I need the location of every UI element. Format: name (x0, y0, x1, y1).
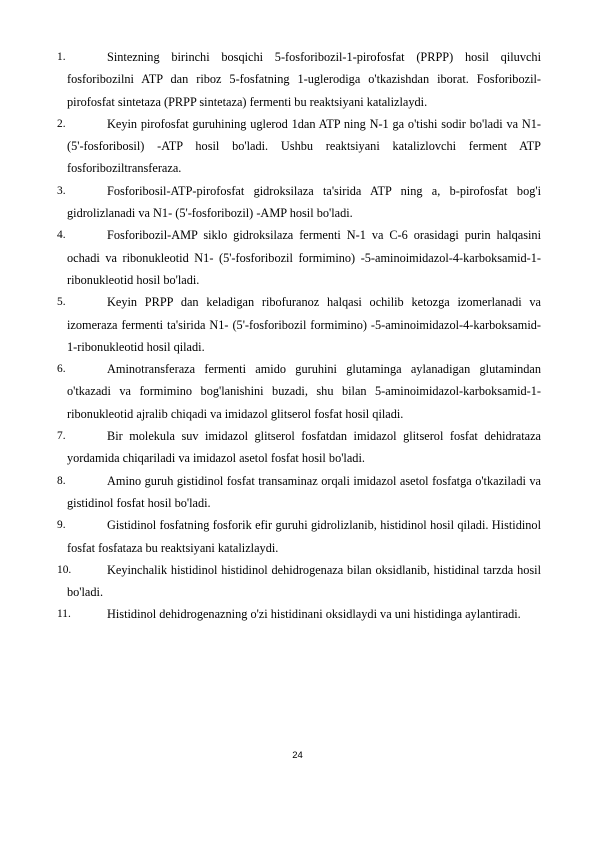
list-item-text: Sintezning birinchi bosqichi 5-fosforibozil-1-pirofosfat (PRPP) hosil qiluvchi fosforibozilni ATP dan riboz 5-fosfatning 1-uglerodiga o'tkazishdan iborat. Fosforibozil-pirofosfat sintetaza (PRPP sintetaza) fermenti bu reaktsiyani katalizlaydi. (67, 50, 541, 109)
list-item-text: Amino guruh gistidinol fosfat transaminaz orqali imidazol asetol fosfatga o'tkaziladi va gistidinol fosfat hosil bo'ladi. (67, 473, 541, 510)
list-item-text: Fosforibosil-ATP-pirofosfat gidroksilaza ta'sirida ATP ning a, b-pirofosfat bog'i gidrolizlanadi va N1- (5'-fosforibozil) -AMP hosil bo'ladi. (67, 183, 541, 221)
list-item (57, 46, 541, 113)
list-item-text: Aminotransferaza fermenti amido guruhini glutaminga aylanadigan glutamindan o'tkazadi va formimino bog'lanishini buzadi, shu bilan 5-aminoimidazol-karboksamid-1-ribonukleotid ajralib chiqadi va imidazol glitserol fosfat hosil qiladi. (67, 362, 541, 421)
list-item (57, 180, 541, 225)
list-item-text: Gistidinol fosfatning fosforik efir guruhi gidrolizlanib, histidinol hosil qiladi. Histidinol fosfat fosfataza bu reaktsiyani katalizlaydi. (67, 518, 541, 555)
list-item-text: Keyin PRPP dan keladigan ribofuranoz halqasi ochilib ketozga izomerlanadi va izomeraza fermenti ta'sirida N1- (5'-fosforibozil formimino) -5-aminoimidazol-4-karboksamid-1-ribonukleotid hosil qiladi. (67, 295, 541, 354)
list-item-number: 2. (57, 117, 66, 130)
list-item-number: 3. (57, 184, 66, 197)
list-item (57, 603, 541, 625)
list-item-number: 6. (57, 363, 66, 376)
list-item (57, 514, 541, 559)
list-item (57, 425, 541, 470)
list-item (57, 113, 541, 180)
list-item (57, 358, 541, 425)
list-item-number: 7. (57, 430, 66, 443)
list-item (57, 224, 541, 291)
list-item-text: Keyin pirofosfat guruhining uglerod 1dan ATP ning N-1 ga o'tishi sodir bo'ladi va N1- (5'-fosforibosil) -ATP hosil bo'ladi. Ushbu reaktsiyani katalizlovchi ferment ATP fosforiboziltransferaza. (67, 116, 541, 176)
list-item (57, 470, 541, 515)
list-item-text: Histidinol dehidrogenazning o'zi histidinani oksidlaydi va uni histidinga aylantiradi. (107, 607, 521, 622)
list-item-text: Keyinchalik histidinol histidinol dehidrogenaza bilan oksidlanib, histidinal tarzda hosil bo'ladi. (67, 562, 541, 600)
list-item-number: 10. (57, 563, 72, 576)
list-item-number: 9. (57, 519, 66, 532)
list-item-number: 8. (57, 474, 66, 487)
list-item (57, 559, 541, 604)
list-item-number: 4. (57, 229, 66, 242)
list-item-number: 1. (57, 51, 66, 63)
list-item-text: Fosforibozil-AMP siklo gidroksilaza fermenti N-1 va C-6 orasidagi purin halqasini ochadi va ribonukleotid N1- (5'-fosforibozil formimino) -5-aminoimidazol-4-karboksamid-1-ribonukleotid hosil bo'ladi. (67, 228, 541, 287)
numbered-list (57, 46, 541, 626)
list-item-number: 11. (57, 608, 71, 621)
page-number: 24 (292, 750, 303, 761)
list-item (57, 291, 541, 358)
list-item-number: 5. (57, 296, 66, 309)
list-item-text: Bir molekula suv imidazol glitserol fosfatdan imidazol glitserol fosfat dehidrataza yordamida chiqariladi va imidazol asetol fosfat hosil bo'ladi. (67, 429, 541, 466)
